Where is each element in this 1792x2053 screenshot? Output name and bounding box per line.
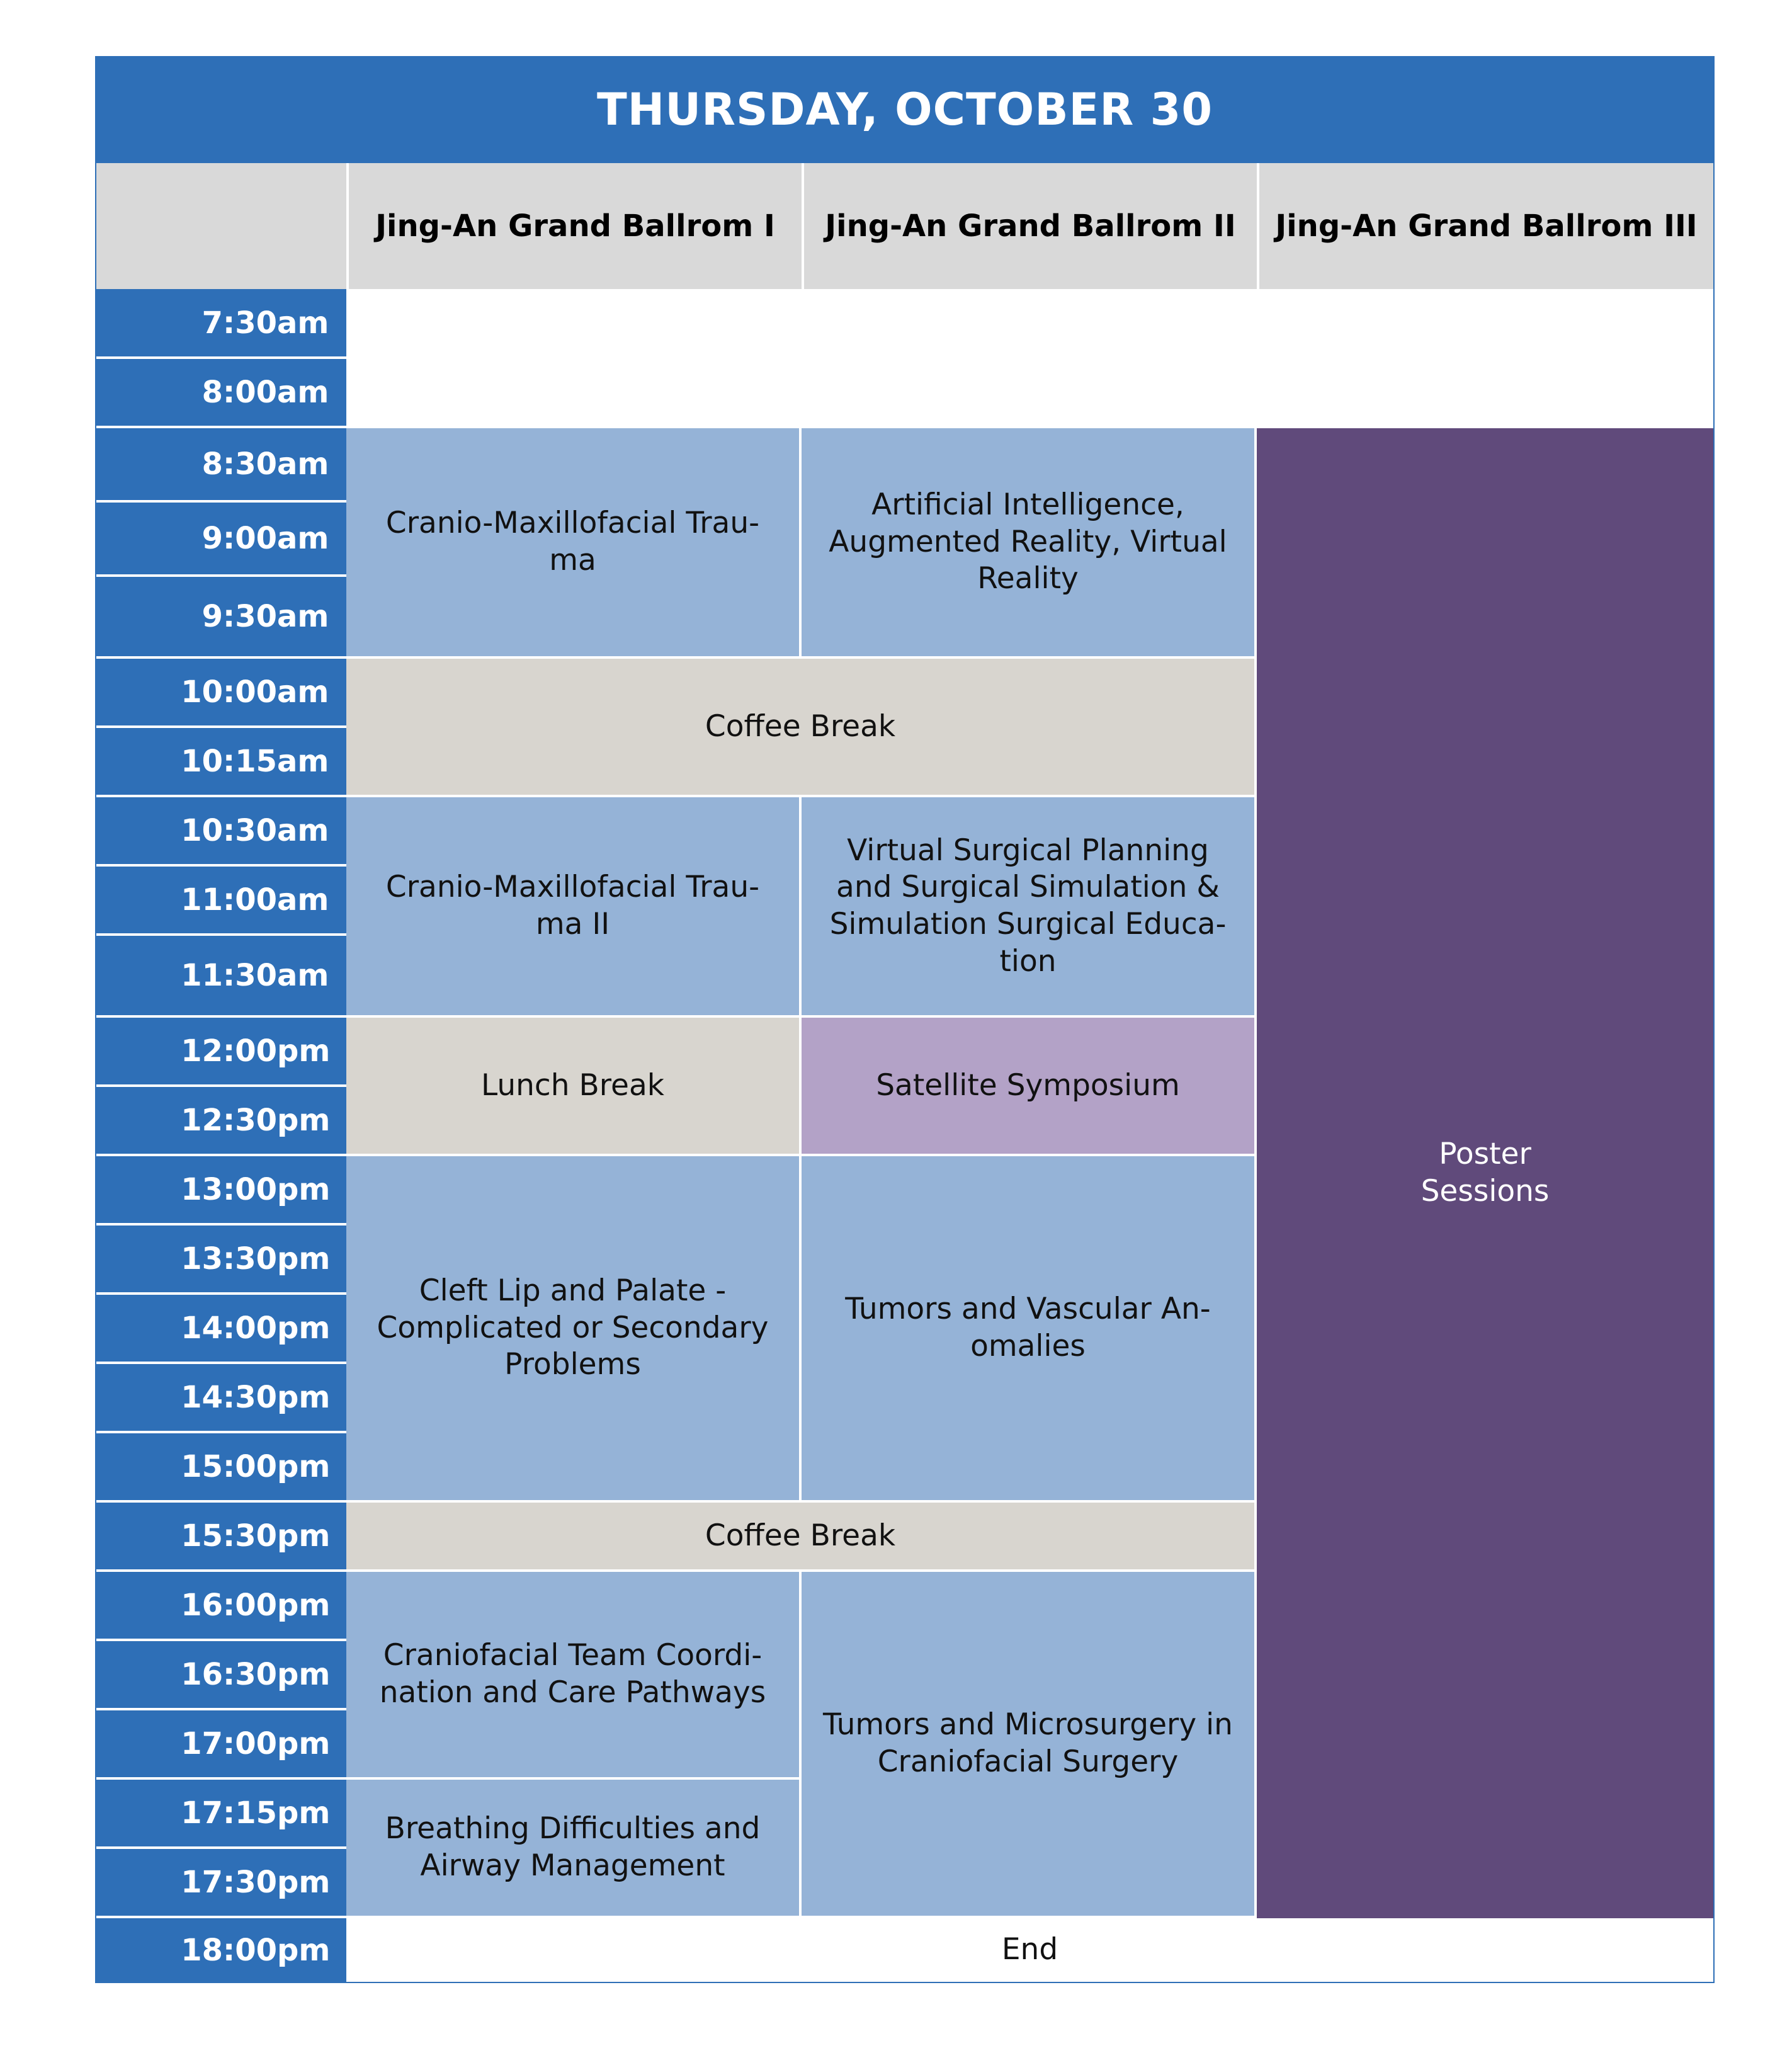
time-ampm: am <box>277 599 329 634</box>
time-value: 17:15 <box>181 1795 277 1831</box>
time-value: 11:00 <box>181 882 277 918</box>
time-ampm: pm <box>277 1795 331 1831</box>
time-slot <box>96 1641 346 1710</box>
time-ampm: pm <box>277 1311 331 1346</box>
time-ampm: pm <box>277 1865 331 1900</box>
room-header-ballroom-1: Jing-An Grand Ballrom I <box>346 163 802 289</box>
time-ampm: pm <box>277 1726 331 1761</box>
time-ampm: am <box>277 813 329 848</box>
time-slot <box>96 797 346 867</box>
time-slot <box>96 1018 346 1087</box>
time-slot <box>96 728 346 797</box>
time-ampm: am <box>277 674 329 710</box>
time-slot <box>96 659 346 728</box>
session-ai-ar-vr: Artificial Intelligence, Augmented Reality, Virtual Reality <box>802 428 1257 659</box>
time-slot <box>96 867 346 936</box>
time-ampm: am <box>277 744 329 779</box>
time-value: 9:00 <box>201 521 277 556</box>
time-slot <box>96 1572 346 1641</box>
time-value: 12:00 <box>181 1033 277 1069</box>
time-value: 8:00 <box>201 375 277 410</box>
time-slot <box>96 1156 346 1226</box>
coffee-break-morning: Coffee Break <box>346 659 1257 797</box>
time-ampm: pm <box>277 1657 331 1692</box>
time-ampm: am <box>277 958 329 993</box>
time-value: 8:30 <box>201 446 277 482</box>
time-ampm: pm <box>277 1172 331 1207</box>
time-slot <box>96 1364 346 1433</box>
time-value: 17:30 <box>181 1865 277 1900</box>
time-slot <box>96 577 346 659</box>
header-corner <box>96 163 346 289</box>
time-ampm: am <box>277 375 329 410</box>
time-value: 7:30 <box>201 305 277 341</box>
session-tumors-vascular-anomalies: Tumors and Vascular An-omalies <box>802 1156 1257 1503</box>
time-ampm: pm <box>277 1033 331 1069</box>
time-slot <box>96 1226 346 1295</box>
time-value: 15:30 <box>181 1518 277 1554</box>
time-slot <box>96 428 346 503</box>
time-value: 13:00 <box>181 1172 277 1207</box>
session-breathing-difficulties: Breathing Difficulties and Airway Management <box>346 1780 802 1918</box>
time-ampm: pm <box>277 1518 331 1554</box>
time-value: 10:00 <box>181 674 277 710</box>
coffee-break-afternoon: Coffee Break <box>346 1503 1257 1572</box>
session-tumors-microsurgery: Tumors and Microsurgery in Craniofacial Surgery <box>802 1572 1257 1918</box>
time-value: 16:00 <box>181 1588 277 1623</box>
time-slot <box>96 1087 346 1156</box>
session-cranio-maxillofacial-trauma-ii: Cranio-Maxillofacial Trau-ma II <box>346 797 802 1018</box>
time-value: 9:30 <box>201 599 277 634</box>
time-value: 10:30 <box>181 813 277 848</box>
time-value: 13:30 <box>181 1241 277 1277</box>
session-virtual-surgical-planning: Virtual Surgical Planning and Surgical Simulation & Simulation Surgical Educa-tion <box>802 797 1257 1018</box>
time-value: 10:15 <box>181 744 277 779</box>
time-slot <box>96 289 346 359</box>
session-cleft-lip-and-palate: Cleft Lip and Palate - Complicated or Secondary Problems <box>346 1156 802 1503</box>
time-slot <box>96 1295 346 1364</box>
satellite-symposium: Satellite Symposium <box>802 1018 1257 1156</box>
time-value: 16:30 <box>181 1657 277 1692</box>
time-slot <box>96 1849 346 1918</box>
time-ampm: pm <box>277 1380 331 1415</box>
time-slot <box>96 1433 346 1503</box>
time-ampm: am <box>277 521 329 556</box>
end-label: End <box>346 1918 1713 1982</box>
time-value: 14:00 <box>181 1311 277 1346</box>
time-slot <box>96 1918 346 1982</box>
time-value: 17:00 <box>181 1726 277 1761</box>
time-value: 15:00 <box>181 1449 277 1484</box>
time-value: 18:00 <box>181 1932 277 1968</box>
time-slot <box>96 503 346 577</box>
time-ampm: am <box>277 882 329 918</box>
time-slot <box>96 1503 346 1572</box>
time-value: 11:30 <box>181 958 277 993</box>
time-ampm: pm <box>277 1588 331 1623</box>
schedule-table <box>95 56 1715 1983</box>
time-ampm: pm <box>277 1241 331 1277</box>
poster-sessions <box>1257 428 1713 1918</box>
room-header-ballroom-3: Jing-An Grand Ballrom III <box>1257 163 1713 289</box>
time-value: 14:30 <box>181 1380 277 1415</box>
poster-sessions-label: Poster Sessions <box>1421 1137 1550 1208</box>
time-value: 12:30 <box>181 1103 277 1138</box>
time-ampm: pm <box>277 1103 331 1138</box>
lunch-break: Lunch Break <box>346 1018 802 1156</box>
time-slot <box>96 1780 346 1849</box>
schedule-title: THURSDAY, OCTOBER 30 <box>96 57 1713 163</box>
time-ampm: pm <box>277 1449 331 1484</box>
session-cranio-maxillofacial-trauma: Cranio-Maxillofacial Trau-ma <box>346 428 802 659</box>
time-ampm: am <box>277 305 329 341</box>
session-craniofacial-team-coordination: Craniofacial Team Coordi-nation and Care Pathways <box>346 1572 802 1780</box>
time-slot <box>96 359 346 428</box>
time-ampm: am <box>277 446 329 482</box>
time-slot <box>96 1710 346 1780</box>
room-header-ballroom-2: Jing-An Grand Ballrom II <box>802 163 1257 289</box>
time-ampm: pm <box>277 1932 331 1968</box>
time-slot <box>96 936 346 1018</box>
